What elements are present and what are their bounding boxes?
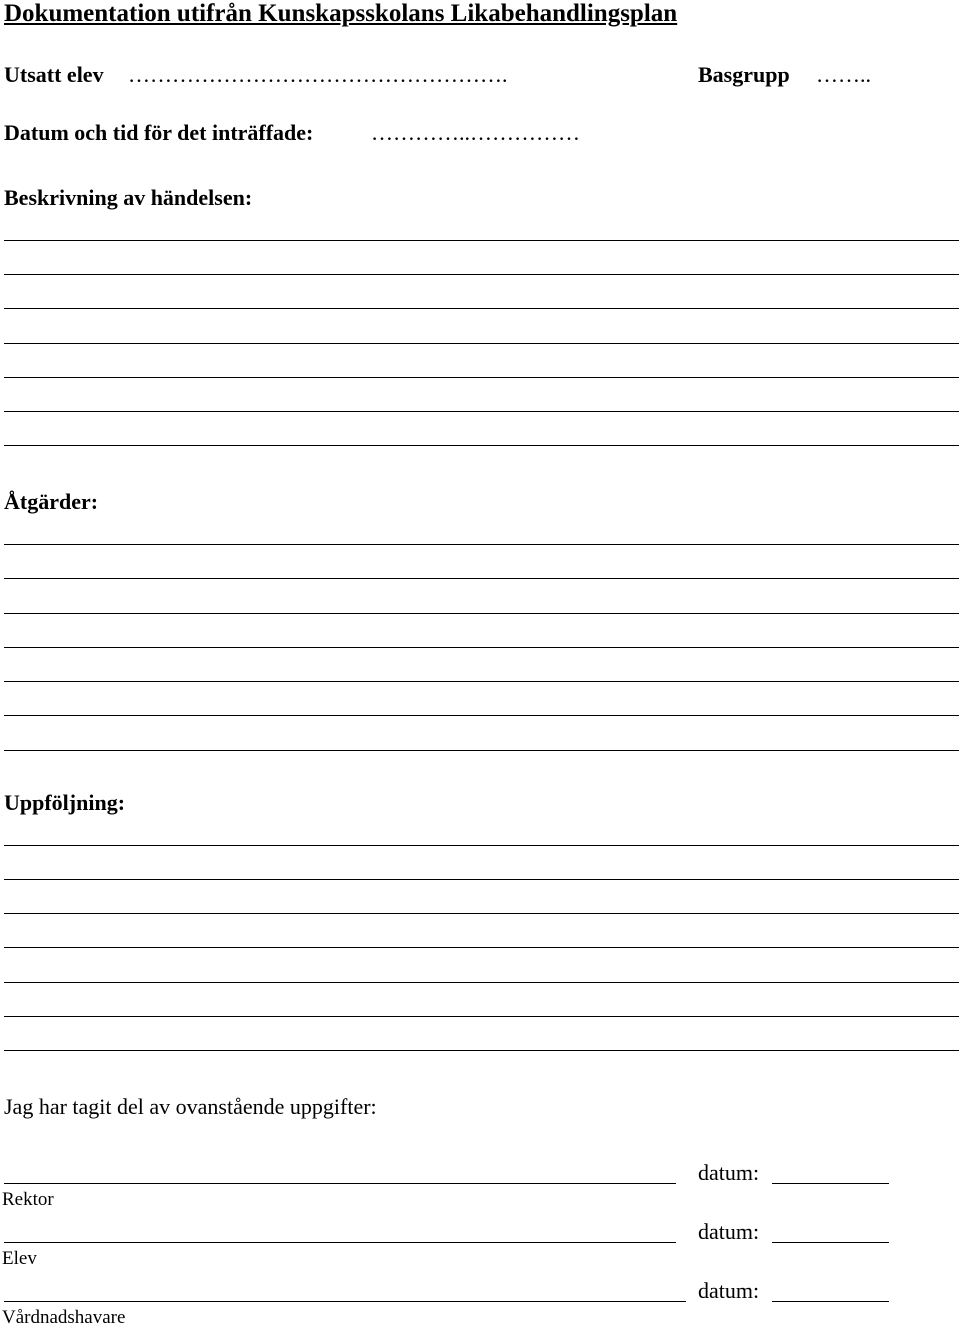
- signature-line[interactable]: [4, 1301, 686, 1302]
- writing-line[interactable]: [4, 1050, 959, 1051]
- writing-line[interactable]: [4, 750, 959, 751]
- writing-line[interactable]: [4, 544, 959, 545]
- signature-role: Rektor: [2, 1189, 54, 1210]
- actions-heading: Åtgärder:: [4, 489, 99, 514]
- writing-line[interactable]: [4, 879, 959, 880]
- signature-role: Vårdnadshavare: [2, 1307, 126, 1328]
- date-line[interactable]: [772, 1242, 889, 1243]
- date-label: datum:: [698, 1219, 760, 1244]
- date-line[interactable]: [772, 1183, 889, 1184]
- group-label: Basgrupp: [698, 62, 790, 87]
- group-field[interactable]: ……..: [816, 62, 871, 87]
- writing-line[interactable]: [4, 308, 959, 309]
- student-label: Utsatt elev: [4, 62, 104, 87]
- writing-line[interactable]: [4, 240, 959, 241]
- writing-line[interactable]: [4, 647, 959, 648]
- description-heading: Beskrivning av händelsen:: [4, 185, 253, 210]
- writing-line[interactable]: [4, 681, 959, 682]
- signature-role: Elev: [2, 1248, 37, 1269]
- writing-line[interactable]: [4, 715, 959, 716]
- writing-line[interactable]: [4, 377, 959, 378]
- date-label: Datum och tid för det inträffade:: [4, 120, 314, 145]
- writing-line[interactable]: [4, 411, 959, 412]
- date-label: datum:: [698, 1160, 760, 1185]
- followup-heading: Uppföljning:: [4, 790, 126, 815]
- writing-line[interactable]: [4, 845, 959, 846]
- date-label: datum:: [698, 1278, 760, 1303]
- writing-line[interactable]: [4, 613, 959, 614]
- signature-line[interactable]: [4, 1242, 676, 1243]
- signature-line[interactable]: [4, 1183, 676, 1184]
- writing-line[interactable]: [4, 913, 959, 914]
- writing-line[interactable]: [4, 578, 959, 579]
- acknowledgement-text: Jag har tagit del av ovanstående uppgifter:: [4, 1094, 377, 1119]
- page-title: Dokumentation utifrån Kunskapsskolans Likabehandlingsplan: [4, 0, 678, 27]
- writing-line[interactable]: [4, 274, 959, 275]
- writing-line[interactable]: [4, 947, 959, 948]
- writing-line[interactable]: [4, 1016, 959, 1017]
- writing-line[interactable]: [4, 343, 959, 344]
- date-field[interactable]: …………..……………: [371, 120, 580, 145]
- student-field[interactable]: …………………………………………….: [128, 62, 508, 87]
- writing-line[interactable]: [4, 445, 959, 446]
- date-line[interactable]: [772, 1301, 889, 1302]
- writing-line[interactable]: [4, 982, 959, 983]
